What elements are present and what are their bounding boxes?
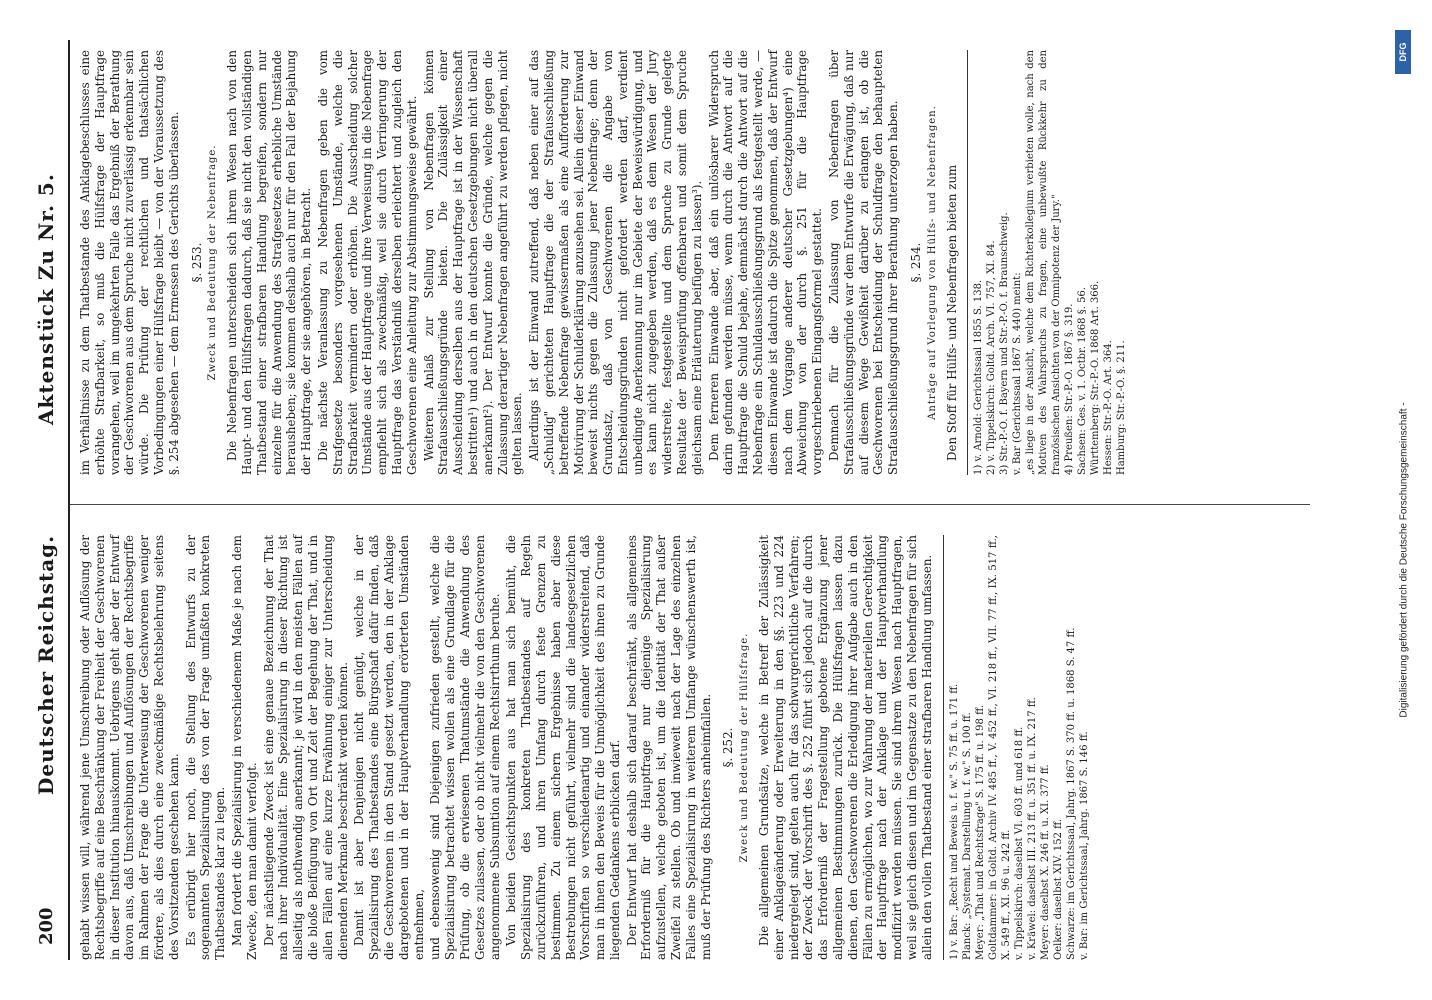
section-title: §. 253.: [189, 242, 204, 283]
footnote: 2) v. Tippelskirch: Goltd. Arch. VI. 757, XI. 84.: [986, 240, 998, 475]
section-title: §. 252.: [721, 727, 736, 768]
footnote: Hessen: Str.-P.-O. Art. 364.: [1103, 340, 1115, 475]
page-header: [30, 45, 66, 945]
paragraph: gehabt wissen will, während jene Umschreibung oder Auflösung der Rechtsbegriffe auf eine Beschränkung der Freiheit der Geschworenen in dieser Institution hinauskommt. Uebrigens geht aber der Entwurf davon aus, daß Umschreibungen und Auflösungen der Rechtsbegriffe im Rahmen der Frage die Unterweisung der Geschworenen weniger fördere, als dies durch eine zweckmäßige Rechtsbelehrung seitens des Vorsitzenden geschehen kann.: [78, 535, 181, 960]
footnote: 1) v. Bar: „Recht und Beweis u. f. w." S. 75 ff. u. 171 ff.: [948, 683, 960, 960]
column-left: [78, 535, 1091, 960]
column-divider: [70, 504, 1310, 505]
page-number: 200: [36, 907, 57, 945]
paragraph: Damit ist aber Denjenigen nicht genügt, welche in der Spezialisirung des Thatbestandes eine Bürgschaft dafür finden, daß die Geschworenen in den Stand gesetzt werden, den in der Anklage dargebotenen und in der Hauptverhandlung erörterten Umständen entnehmen,: [352, 535, 426, 960]
dfg-logo-icon: [1395, 30, 1411, 74]
paragraph: Den Stoff für Hülfs- und Nebenfragen bieten zum: [944, 164, 959, 461]
footnote: „es liege in der Ansicht, welche dem Richterkollegium verbieten wolle, nach den Motiven des Wahrspruchs zu fragen, eine unbewußte Rückkehr zu den französischen Ansichten von der Omnipotenz der Jury.": [1025, 50, 1063, 475]
paragraph: Von beiden Gesichtspunkten aus hat man sich bemüht, die Spezialisirung des konkreten Thatbestandes auf Regeln zurückzuführen, und ihren Umfang durch feste Grenzen zu bestimmen. Zu einem sichern Ergebnisse haben aber diese Bestrebungen nicht geführt, vielmehr sind die landesgesetzlichen Vorschriften so verschiedenartig und einander widerstreitend, daß man in ihnen den Beweis für die Unmöglichkeit des ihnen zu Grunde liegenden Gedankens erblicken darf.: [504, 535, 622, 960]
paragraph: Weiteren Anlaß zur Stellung von Nebenfragen können Strafausschließungsgründe bieten. Die Zulässigkeit einer Ausscheidung derselben aus der Hauptfrage ist in der Wissenschaft bestritten¹) und auch in den deutschen Gesetzgebungen nicht überall anerkannt²). Der Entwurf konnte die Gründe, welche gegen die Zulassung derartiger Nebenfragen angeführt zu werden pflegen, nicht gelten lassen.: [421, 50, 525, 475]
paragraph: Allerdings ist der Einwand zutreffend, daß neben einer auf das „Schuldig" gerichteten Hauptfrage die der Strafausschließung betreffende Nebenfrage gewissermaßen als eine Aufforderung zur Motivirung der Schulderklärung anzusehen sei. Allein dieser Einwand beweist nichts gegen die Zulassung jener Nebenfrage; denn der Grundsatz, daß von Geschworenen die Angabe von Entscheidungsgründen nicht gefordert werden darf, verdient unbedingte Anerkennung nur im Gebiete der Beweiswürdigung, und es kann nicht zugegeben werden, daß es dem Wesen der Jury widerstreite, festgestellte und dem Spruche zu Grunde gelegte Resultate der Beweisprüfung offenbaren und somit dem Spruche gleichsam eine Erläuterung beifügen zu lassen³).: [527, 50, 704, 475]
paragraph: und ebensowenig sind Diejenigen zufrieden gestellt, welche die Spezialisirung betrachtet wissen wollen als eine Grundlage für die Prüfung, ob die erwiesenen Thatumstände die Anwendung des Gesetzes zulassen, oder ob nicht vielmehr die von den Geschworenen angenommene Subsumtion auf einem Rechtsirrthum beruhe.: [428, 535, 502, 960]
paragraph: Die Nebenfragen unterscheiden sich ihrem Wesen nach von den Haupt- und den Hülfsfragen dadurch, daß sie nicht den vollständigen Thatbestand einer strafbaren Handlung begreifen, sondern nur einzelne für die Anwendung des Strafgesetzes erhebliche Umstände herausheben; sie kommen deshalb auch nur für den Fall der Bejahung der Hauptfrage, der sie angehören, in Betracht.: [225, 50, 314, 475]
section-title: §. 254.: [909, 242, 924, 283]
footnote: v. Tippelskirch: daselbst VI. 603 ff. und 618 ff.: [1013, 726, 1025, 960]
footnote: Württemberg: Str.-P.-O. 1868 Art. 366.: [1090, 280, 1102, 475]
paragraph: Der nächstliegende Zweck ist eine genaue Bezeichnung der That nach ihrer Individualität. Eine Spezialisirung in dieser Richtung ist allseitig als nothwendig anerkannt; je wird in den meisten Fällen auf die bloße Beifügung von Ort und Zeit der Begehung der That, und in allen Fällen auf eine kurze Erwähnung einiger zur Unterscheidung dienenden Merkmale beschränkt werden können.: [261, 535, 350, 960]
footnote: Goltdammer: in Goltd. Archiv IV. 485 ff., V. 452 ff., VI. 218 ff., VII. 77 ff., IX. 517 ff., X. 549 ff., XI. 96 u. 242 ff.: [987, 535, 1012, 960]
footnote: 3) Str.-P.-O. f. Bayern und Str.-P.-O. f. Braunschweig.: [999, 212, 1011, 475]
footnote: 4) Preußen: Str.-P.-O. 1867 §. 319.: [1064, 303, 1076, 475]
dfg-logo-text: DFG: [1398, 42, 1408, 62]
paragraph: im Verhältnisse zu dem Thatbestande des Anklagebeschlusses eine erhöhte Strafbarkeit, so muß die Hülfsfrage der Hauptfrage vorangehen, weil im umgekehrten Falle das Ergebniß der Berathung der Geschworenen aus dem Spruche nicht zuverlässig erkennbar sein würde. Die Prüfung der rechtlichen und thatsächlichen Vorbedingungen einer Hülfsfrage bleibt — von der Voraussetzung des §. 254 abgesehen — dem Ermessen des Gerichts überlassen.: [78, 50, 181, 475]
paragraph: Der Entwurf hat deshalb sich darauf beschränkt, als allgemeines Erforderniß für die Hauptfrage nur diejenige Spezialisirung aufzustellen, welche geboten ist, um die Identität der That außer Zweifel zu stellen. Ob und inwieweit nach der Lage des einzelnen Falles eine Spezialisirung in weiterem Umfange wünschenswerth ist, muß der Prüfung des Richters anheimfallen.: [624, 535, 713, 960]
footnote: 1) v. Arnold: Gerichtssaal 1855 S. 138.: [973, 279, 985, 475]
footnote: Sachsen: Ges. v. 1. Octbr. 1868 §. 56.: [1077, 287, 1089, 475]
paragraph: Die nächste Veranlassung zu Nebenfragen geben die vom Strafgesetze besonders vorgesehenen Umstände, welche die Strafbarkeit vermindern oder erhöhen. Die Ausscheidung solcher Umstände aus der Hauptfrage und ihre Verweisung in die Nebenfrage empfiehlt sich als zweckmäßig, weil sie durch Verringerung der Hauptfrage das Verständniß derselben erleichtert und zugleich den Geschworenen eine Anleitung zur Abstimmungsweise gewährt.: [315, 50, 419, 475]
section-subtitle: Zweck und Bedeutung der Hülfsfrage.: [739, 632, 751, 863]
paragraph: Dem ferneren Einwande aber, daß ein unlösbarer Widerspruch darin gefunden werden müsse, wenn durch die Antwort auf die Hauptfrage die Schuld bejahe, demnächst durch die Antwort auf die Nebenfrage ein Schuldausschließungsgrund als festgestellt werde, — diesem Einwande ist dadurch die Spitze genommen, daß der Entwurf nach dem Vorgange anderer deutscher Gesetzgebungen⁴) eine Abweichung von der durch §. 251 für die Hauptfrage vorgeschriebenen Eingangsformel gestattet.: [706, 50, 825, 475]
footnote: Planck: „Systemat. Darstellung u. f. w." S. 100 ff.: [961, 712, 973, 960]
footnote: Hamburg: Str.-P.-O. §. 211.: [1116, 340, 1128, 475]
section-subtitle: Zweck und Bedeutung der Nebenfrage.: [207, 144, 219, 381]
running-title-right: Aktenstück Zu Nr. 5.: [34, 173, 58, 425]
paragraph: Demnach für die Zulassung von Nebenfragen über Strafausschließungsgründe war dem Entwurfe die Erwägung, daß nur auf diesem Wege Gewißheit darüber zu erlangen ist, ob die Geschworenen bei Entscheidung der Schuldfrage den behaupteten Strafausschließungsgrund ihrer Berathung unterzogen haben.: [827, 50, 901, 475]
paragraph: Es erübrigt hier noch, die Stellung des Entwurfs zu der sogenannten Spezialisirung des von der Frage umfaßten konkreten Thatbestandes klar zu legen.: [183, 535, 228, 960]
section-subtitle: Anträge auf Vorlegung von Hülfs- und Nebenfragen.: [926, 105, 938, 420]
footnote: Meyer: daselbst X. 246 ff. u. XI. 377 ff.: [1039, 764, 1051, 960]
paragraph: Die allgemeinen Grundsätze, welche in Betreff der Zulässigkeit einer Anklageänderung oder Erweiterung in den §§. 223 und 224 niedergelegt sind, gelten auch für das schwurgerichtliche Verfahren; der Zweck der Vorschrift des §. 252 führt sich jedoch auf die durch das Erforderniß der Fragestellung gebotene Ergänzung jener allgemeinen Bestimmungen zurück. Die Hülfsfragen lassen dazu dienen, den Geschworenen die Erledigung ihrer Aufgabe auch in den Fällen zu ermöglichen, wo zur Wahrung der materiellen Gerechtigkeit der Hauptfrage nach der Anklage und der Hauptverhandlung modifizirt werden müssen. Sie sind ihrem Wesen nach Hauptfragen, weil sie gleich diesen und im Gegensatze zu den Nebenfragen für sich allein den vollen Thatbestand einer strafbaren Handlung umfassen.: [757, 535, 934, 960]
footnote: v. Bar (Gerichtssaal 1867 S. 440) meint:: [1012, 272, 1024, 475]
footnote: v. Bar: im Gerichtssaal, Jahrg. 1867 S. 146 ff.: [1078, 731, 1090, 960]
footnote: v. Kräwel: daselbst III. 213 ff. u. 351 ff. u. IX. 217 ff.: [1026, 697, 1038, 960]
footnotes-right: [967, 50, 1128, 475]
footnote: Meyer: „That und Rechtsfrage" S. 175 ff. u. 198 ff.: [974, 705, 986, 960]
footnote: Schwarze: im Gerichtssaal, Jahrg. 1867 S. 370 ff. u. 1868 S. 47 ff.: [1065, 627, 1077, 960]
header-rule: [68, 40, 70, 960]
footnote: Oelker: daselbst XIV. 152 ff.: [1052, 818, 1064, 960]
footnotes-left: [943, 535, 1091, 960]
digitization-credit: Digitalisierung gefördert durch die Deutsche Forschungsgemeinschaft -: [1398, 402, 1410, 718]
column-right: [78, 50, 1128, 475]
running-title-left: Deutscher Reichstag.: [34, 534, 58, 795]
paragraph: Man fordert die Spezialisirung in verschiedenem Maße je nach dem Zwecke, den man damit verfolgt.: [229, 535, 259, 960]
